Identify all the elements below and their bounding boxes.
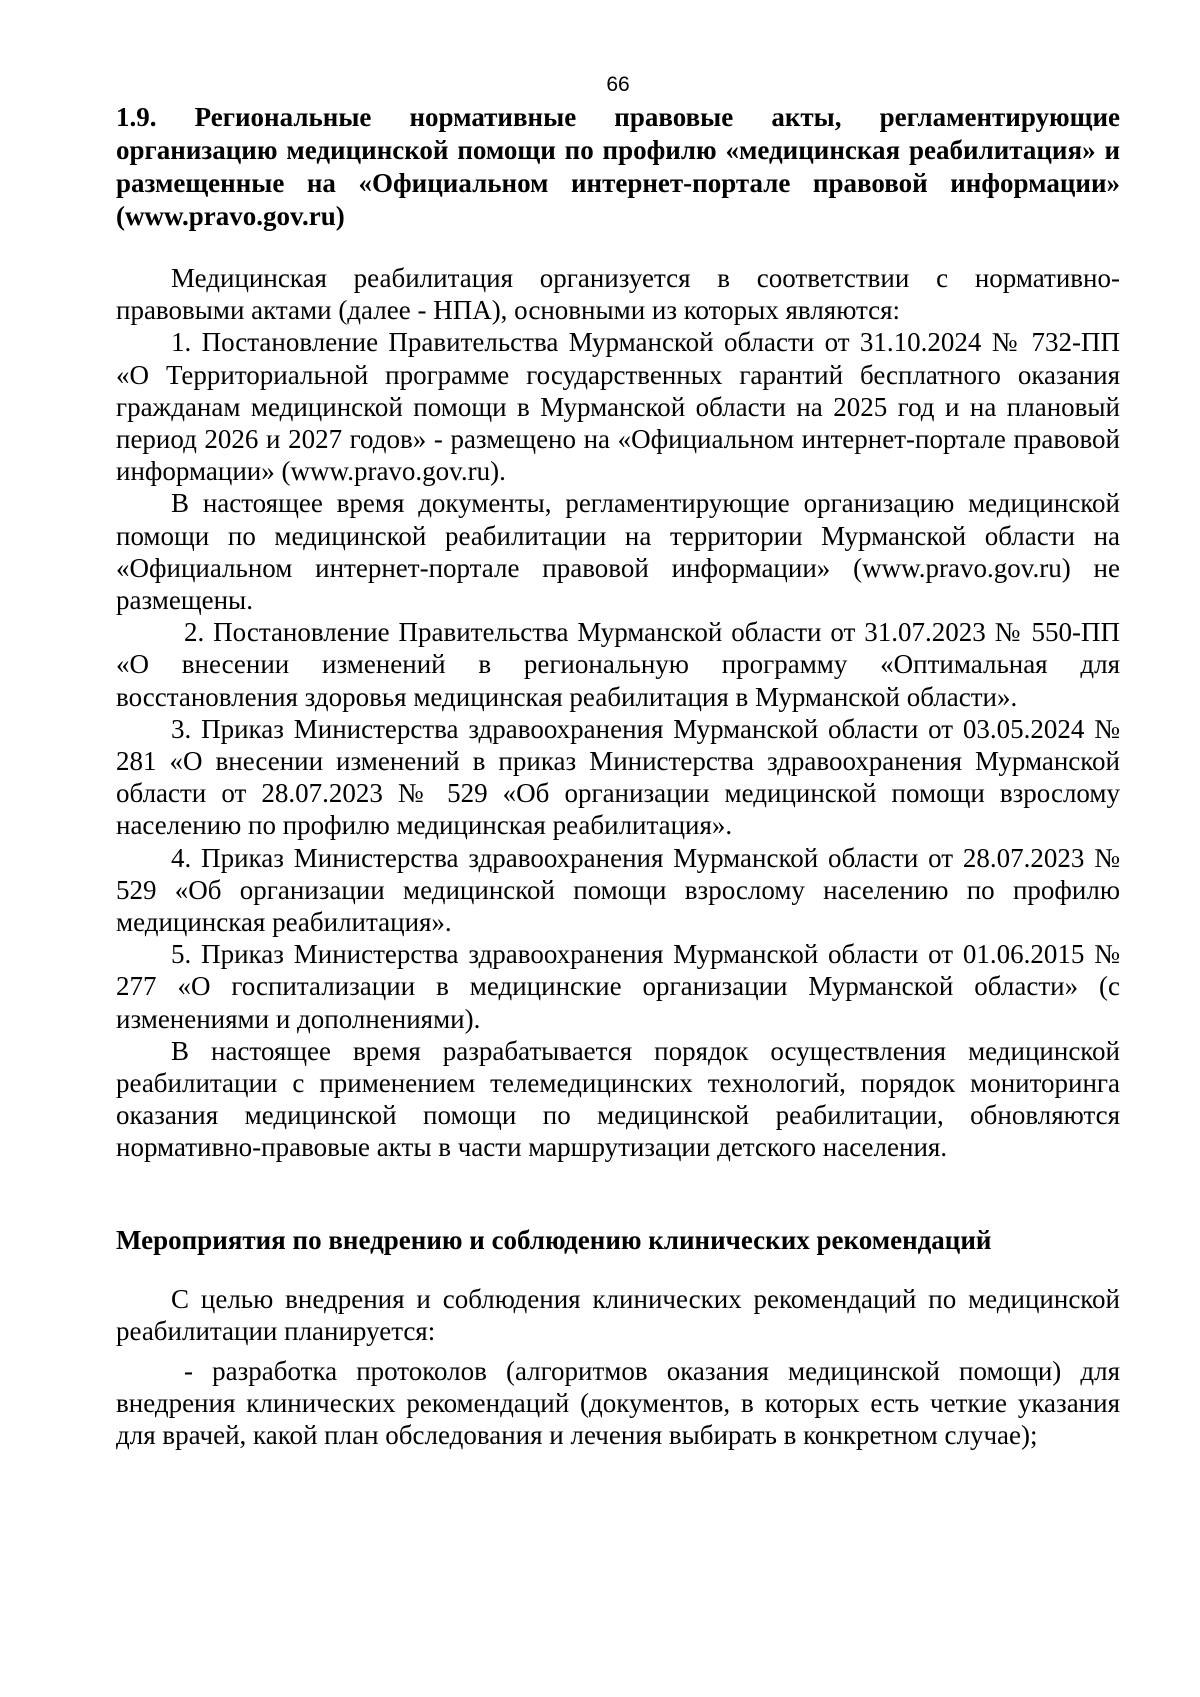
- subsection-intro-block: [116, 1283, 1120, 1347]
- regulation-item-4: 4. Приказ Министерства здравоохранения Мурманской области от 28.07.2023 № 529 «Об организации медицинской помощи взрослому населению по профилю медицинская реабилитация».: [116, 842, 1120, 938]
- intro-paragraph: Медицинская реабилитация организуется в соответствии с нормативно-правовыми актами (далее - НПА), основными из которых являются:: [116, 263, 1120, 326]
- regulation-item-5: 5. Приказ Министерства здравоохранения Мурманской области от 01.06.2015 № 277 «О госпитализации в медицинские организации Мурманской области» (с изменениями и дополнениями).: [116, 939, 1120, 1034]
- plan-list: [116, 1355, 1120, 1452]
- regulation-item-3: 3. Приказ Министерства здравоохранения Мурманской области от 03.05.2024 № 281 «О внесении изменений в приказ Министерства здравоохранения Мурманской области от 28.07.2023 № 529 «Об организации медицинской помощи взрослому населению по профилю медицинская реабилитация».: [116, 713, 1120, 841]
- subsection-title: Мероприятия по внедрению и соблюдению клинических рекомендаций: [116, 1225, 992, 1255]
- note-paragraph: В настоящее время документы, регламентирующие организацию медицинской помощи по медицинской реабилитации на территории Мурманской области на «Официальном интернет-портале правовой информации» (www.pravo.gov.ru) не размещены.: [116, 488, 1120, 616]
- plan-item: - разработка протоколов (алгоритмов оказания медицинской помощи) для внедрения клинических рекомендаций (документов, в которых есть четкие указания для врачей, какой план обследования и лечения выбирать в конкретном случае);: [116, 1356, 1120, 1451]
- regulation-item-1: 1. Постановление Правительства Мурманской области от 31.10.2024 № 732-ПП «О Территориальной программе государственных гарантий бесплатного оказания гражданам медицинской помощи в Мурманской области на 2025 год и на плановый период 2026 и 2027 годов» - размещено на «Официальном интернет-портале правовой информации» (www.pravo.gov.ru).: [116, 327, 1120, 487]
- regulation-item-2: 2. Постановление Правительства Мурманской области от 31.07.2023 № 550-ПП «О внесении изменений в региональную программу «Оптимальная для восстановления здоровья медицинская реабилитация в Мурманской области».: [116, 617, 1120, 712]
- page-number: 66: [606, 73, 630, 96]
- regulations-body: [116, 262, 1120, 1164]
- development-paragraph: В настоящее время разрабатывается порядок осуществления медицинской реабилитации с применением телемедицинских технологий, порядок мониторинга оказания медицинской помощи по медицинской реабилитации, обновляются нормативно-правовые акты в части маршрутизации детского населения.: [116, 1035, 1120, 1163]
- subsection-intro: С целью внедрения и соблюдения клинических рекомендаций по медицинской реабилитации планируется:: [116, 1284, 1120, 1347]
- section-title: 1.9. Региональные нормативные правовые акты, регламентирующие организацию медицинской помощи по профилю «медицинская реабилитация» и размещенные на «Официальном интернет-портале правовой информации» (www.pravo.gov.ru): [116, 102, 1120, 231]
